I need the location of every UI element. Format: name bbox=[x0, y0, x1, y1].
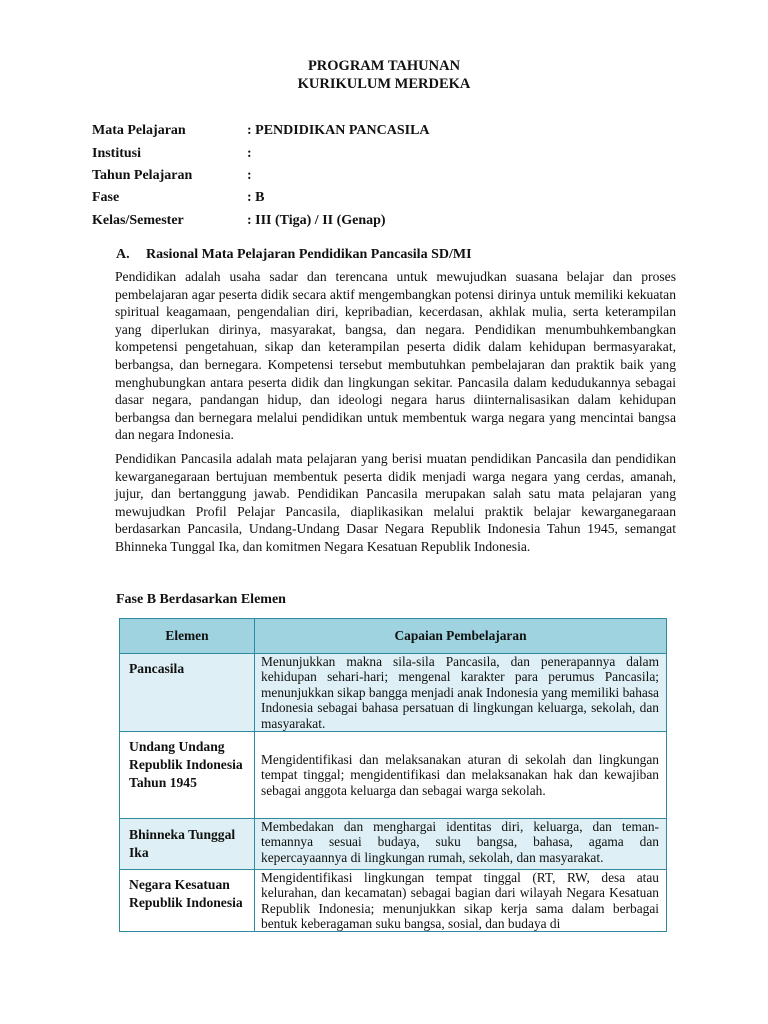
meta-label: Tahun Pelajaran bbox=[92, 168, 193, 183]
section-a-number: A. bbox=[116, 247, 130, 262]
section-a-heading bbox=[116, 247, 472, 263]
cell-capaian: Membedakan dan menghargai identitas diri, keluarga, dan teman-temannya sesuai budaya, suku bangsa, bahasa, agama dan kepercayaannya di lingkungan rumah, sekolah, dan masyarakat. bbox=[255, 819, 667, 870]
section-a-title: Rasional Mata Pelajaran Pendidikan Pancasila SD/MI bbox=[146, 247, 472, 262]
section-a-paragraph-2: Pendidikan Pancasila adalah mata pelajaran yang berisi muatan pendidikan Pancasila dan pendidikan kewarganegaraan bertujuan membentuk peserta didik menjadi warga negara yang cerdas, amanah, jujur, dan bertanggung jawab. Pendidikan Pancasila merupakan salah satu mata pelajaran yang mewujudkan Profil Pelajar Pancasila, diaplikasikan melalui praktik belajar kewarganegaraan berdasarkan Pancasila, Undang-Undang Dasar Negara Republik Indonesia Tahun 1945, semangat Bhinneka Tunggal Ika, dan komitmen Negara Kesatuan Republik Indonesia. bbox=[115, 451, 676, 554]
meta-value: : bbox=[247, 146, 252, 161]
cell-elemen: Bhinneka Tunggal Ika bbox=[120, 819, 255, 870]
meta-label: Fase bbox=[92, 190, 120, 205]
table-row bbox=[120, 732, 667, 819]
table-row bbox=[120, 870, 667, 932]
cell-capaian-text: Mengidentifikasi lingkungan tempat tinggal (RT, RW, desa atau kelurahan, dan kecamatan) sebagai bagian dari wilayah Negara Kesatuan Republik Indonesia; menunjukkan sikap kerja sama dalam berbagai bentuk keberagaman suku bangsa, sosial, dan budaya di bbox=[261, 870, 659, 932]
meta-value: : bbox=[247, 168, 252, 183]
document-title-line2: KURIKULUM MERDEKA bbox=[297, 76, 471, 92]
capaian-pembelajaran-table bbox=[119, 618, 667, 932]
meta-label: Mata Pelajaran bbox=[92, 123, 186, 138]
cell-elemen: Pancasila bbox=[120, 654, 255, 732]
meta-value: : B bbox=[247, 190, 265, 205]
meta-label: Kelas/Semester bbox=[92, 213, 184, 228]
cell-elemen: Undang Undang Republik Indonesia Tahun 1945 bbox=[120, 732, 255, 819]
meta-value: : III (Tiga) / II (Genap) bbox=[247, 213, 386, 228]
table-row bbox=[120, 654, 667, 732]
table-header-row bbox=[120, 619, 667, 654]
header-capaian: Capaian Pembelajaran bbox=[255, 619, 667, 654]
meta-value: : PENDIDIKAN PANCASILA bbox=[247, 123, 430, 138]
meta-label: Institusi bbox=[92, 146, 142, 161]
table-row bbox=[120, 819, 667, 870]
cell-capaian: Menunjukkan makna sila-sila Pancasila, dan penerapannya dalam kehidupan sehari-hari; mengenal karakter para perumus Pancasila; menunjukkan sikap bangga menjadi anak Indonesia yang memiliki bahasa Indonesia sebagai bahasa persatuan di lingkungan keluarga, sekolah, dan masyarakat. bbox=[255, 654, 667, 732]
cell-capaian bbox=[255, 870, 667, 932]
document-title-line1: PROGRAM TAHUNAN bbox=[307, 58, 461, 74]
cell-elemen: Negara Kesatuan Republik Indonesia bbox=[120, 870, 255, 932]
cell-capaian: Mengidentifikasi dan melaksanakan aturan di sekolah dan lingkungan tempat tinggal; mengidentifikasi dan melaksanakan hak dan kewajiban sebagai anggota keluarga dan sebagai warga sekolah. bbox=[255, 732, 667, 819]
fase-b-heading: Fase B Berdasarkan Elemen bbox=[116, 592, 286, 607]
section-a-paragraph-1: Pendidikan adalah usaha sadar dan terencana untuk mewujudkan suasana belajar dan proses pembelajaran agar peserta didik secara aktif mengembangkan potensi dirinya untuk memiliki kekuatan spiritual keagamaan, pengendalian diri, kepribadian, kecerdasan, akhlak mulia, serta keterampilan yang diperlukan dirinya, masyarakat, bangsa, dan negara. Pendidikan menumbuhkembangkan kompetensi pengetahuan, sikap dan keterampilan peserta didik dalam kehidupan bermasyarakat, berbangsa, dan bernegara. Kompetensi tersebut membutuhkan pembelajaran dan praktik baik yang menghubungkan antara peserta didik dan lingkungan sekitar. Pancasila dalam kedudukannya sebagai dasar negara, pandangan hidup, dan ideologi negara harus diinternalisasikan dalam kehidupan berbangsa dan bernegara melalui pendidikan untuk membentuk warga negara yang mencintai bangsa dan negara Indonesia. bbox=[115, 269, 676, 443]
header-elemen: Elemen bbox=[120, 619, 255, 654]
